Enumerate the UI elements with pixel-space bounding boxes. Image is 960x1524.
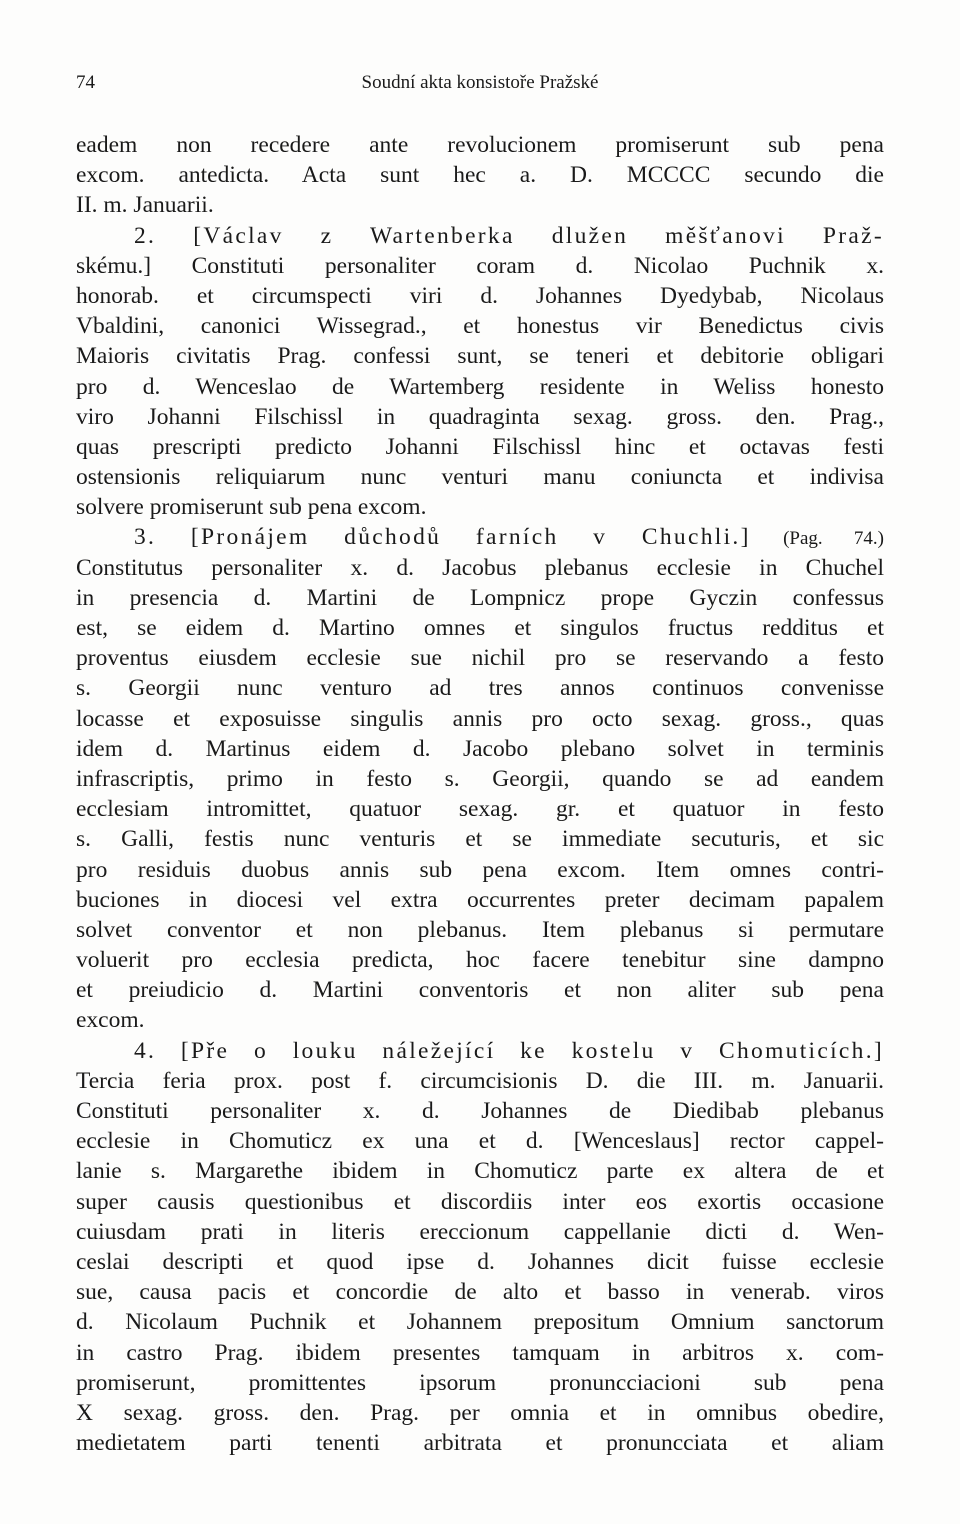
- text-line: infrascriptis, primo in festo s. Georgii, quando se ad eandem: [76, 765, 884, 792]
- text-line: in presencia d. Martini de Lompnicz prope Gyczin confessus: [76, 584, 884, 611]
- text-line: locasse et exposuisse singulis annis pro octo sexag. gross., quas: [76, 705, 884, 732]
- text-line: Tercia feria prox. post f. circumcisionis D. die III. m. Januarii.: [76, 1067, 884, 1094]
- text-line: ecclesie in Chomuticz ex una et d. [Wenceslaus] rector cappel-: [76, 1128, 884, 1155]
- section-heading: 3. [Pronájem důchodů farních v Chuchli.]: [134, 524, 751, 551]
- text-line: et preiudicio d. Martini conventoris et non aliter sub pena: [76, 977, 884, 1004]
- text-line: ceslai descripti et quod ipse d. Johannes dicit fuisse ecclesie: [76, 1248, 884, 1275]
- text-line: quas prescripti predicto Johanni Filschissl hinc et octavas festi: [76, 433, 884, 460]
- text-line: Constituti personaliter x. d. Johannes de Diedibab plebanus: [76, 1098, 884, 1124]
- text-line: Vbaldini, canonici Wissegrad., et honestus vir Benedictus civis: [76, 313, 884, 340]
- text-line: ostensionis reliquiarum nunc venturi manu coniuncta et indivisa: [76, 464, 884, 491]
- text-line: cuiusdam prati in literis ereccionum cappellanie dicti d. Wen-: [76, 1218, 884, 1245]
- section-heading: 2. [Václav z Wartenberka dlužen měšťanovi Praž-: [134, 222, 884, 249]
- section-heading: 4. [Pře o louku náležející ke kostelu v Chomuticích.]: [134, 1037, 884, 1064]
- text-line: Constitutus personaliter x. d. Jacobus plebanus ecclesie in Chuchel: [76, 554, 884, 581]
- text-line: est, se eidem d. Martino omnes et singulos fructus redditus et: [76, 615, 884, 641]
- text-line: voluerit pro ecclesia predicta, hoc facere tenebitur sine dampno: [76, 947, 884, 974]
- text-line: s. Galli, festis nunc venturis et se immediate secuturis, et sic: [76, 826, 884, 853]
- text-line: excom. antedicta. Acta sunt hec a. D. MCCCC secundo die: [76, 162, 884, 189]
- text-line: lanie s. Margarethe ibidem in Chomuticz parte ex altera de et: [76, 1158, 884, 1185]
- text-line: idem d. Martinus eidem d. Jacobo plebano solvet in terminis: [76, 735, 884, 762]
- text-line: honorab. et circumspecti viri d. Johannes Dyedybab, Nicolaus: [76, 282, 884, 309]
- text-line: eadem non recedere ante revolucionem promiserunt sub pena: [76, 132, 884, 158]
- text-line: sue, causa pacis et concordie de alto et basso in venerab. viros: [76, 1279, 884, 1306]
- text-line: skému.] Constituti personaliter coram d. Nicolao Puchnik x.: [76, 252, 884, 279]
- text-line: proventus eiusdem ecclesie sue nichil pro se reservando a festo: [76, 645, 884, 672]
- text-body: [76, 130, 884, 1458]
- text-line: s. Georgii nunc venturo ad tres annos continuos convenisse: [76, 675, 884, 702]
- section-heading-line: [76, 522, 884, 552]
- page-header: [76, 72, 884, 100]
- text-line: ecclesiam intromittet, quatuor sexag. gr. et quatuor in festo: [76, 796, 884, 823]
- text-line: pro d. Wenceslao de Wartemberg residente in Weliss honesto: [76, 373, 884, 400]
- text-line: Maioris civitatis Prag. confessi sunt, se teneri et debitorie obligari: [76, 343, 884, 370]
- text-line: X sexag. gross. den. Prag. per omnia et in omnibus obedire,: [76, 1399, 884, 1426]
- running-title: Soudní akta konsistoře Pražské: [361, 72, 599, 93]
- text-line: solvere promiserunt sub pena excom.: [76, 494, 427, 521]
- text-line: buciones in diocesi vel extra occurrentes preter decimam papalem: [76, 886, 884, 913]
- text-line: viro Johanni Filschissl in quadraginta sexag. gross. den. Prag.,: [76, 403, 884, 430]
- section-heading-line: [76, 1036, 884, 1066]
- page-number: 74: [76, 72, 95, 93]
- text-line: excom.: [76, 1007, 145, 1034]
- text-line: d. Nicolaum Puchnik et Johannem prepositum Omnium sanctorum: [76, 1309, 884, 1336]
- text-line: super causis questionibus et discordiis inter eos exortis occasione: [76, 1188, 884, 1215]
- text-line: solvet conventor et non plebanus. Item plebanus si permutare: [76, 916, 884, 943]
- text-line: in castro Prag. ibidem presentes tamquam in arbitros x. com-: [76, 1339, 884, 1366]
- page-reference: (Pag. 74.): [783, 528, 884, 550]
- text-line: II. m. Januarii.: [76, 192, 214, 219]
- section-heading-line: [76, 221, 884, 251]
- text-line: pro residuis duobus annis sub pena excom. Item omnes contri-: [76, 856, 884, 883]
- text-line: promiserunt, promittentes ipsorum pronuncciacioni sub pena: [76, 1369, 884, 1396]
- text-line: medietatem parti tenenti arbitrata et pronuncciata et aliam: [76, 1430, 884, 1457]
